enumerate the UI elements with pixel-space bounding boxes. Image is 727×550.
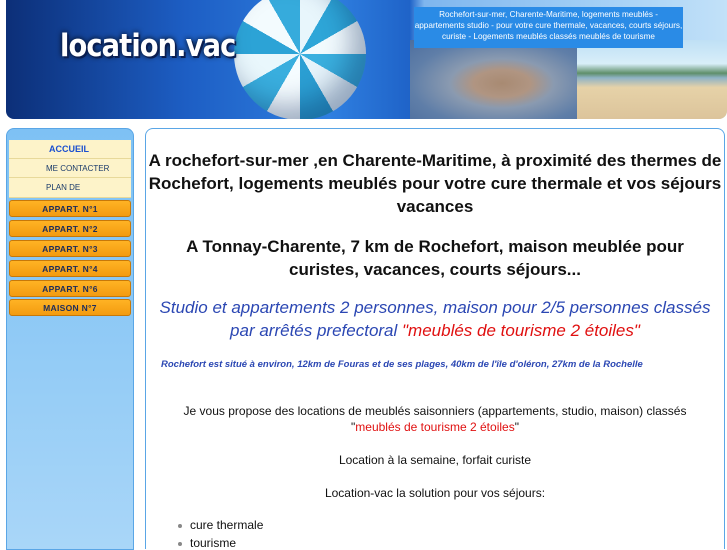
site-logo[interactable]: location.vac bbox=[60, 28, 236, 64]
location-info: Rochefort est situé à environ, 12km de Fouras et de ses plages, 40km de l'île d'oléron, 27km de la Rochelle bbox=[161, 359, 643, 370]
intro-text: Je vous propose des locations de meublés saisonniers (appartements, studio, maison) classés " bbox=[183, 404, 687, 434]
intro-end: " bbox=[514, 420, 519, 434]
list-item-text: tourisme bbox=[190, 536, 237, 549]
nav-appart-2[interactable]: APPART. N°2 bbox=[9, 220, 131, 237]
bullet-icon bbox=[178, 524, 182, 528]
weekly-rental-text: Location à la semaine, forfait curiste bbox=[338, 453, 532, 467]
nav-accueil[interactable]: ACCUEIL bbox=[9, 140, 131, 159]
nav-appart-4[interactable]: APPART. N°4 bbox=[9, 260, 131, 277]
nav-appart-3[interactable]: APPART. N°3 bbox=[9, 240, 131, 257]
classification-text: Studio et appartements 2 personnes, maison pour 2/5 personnes classés par arrêtés prefectoral bbox=[159, 298, 711, 340]
tonnay-heading: A Tonnay-Charente, 7 km de Rochefort, maison meublée pour curistes, vacances, courts séjours... bbox=[186, 237, 684, 279]
main-content bbox=[145, 128, 725, 549]
beach-ball-image bbox=[234, 0, 366, 119]
beach-photo bbox=[577, 40, 727, 119]
nav-me-contacter[interactable]: ME CONTACTER bbox=[9, 159, 131, 178]
header-banner bbox=[6, 0, 727, 119]
bullet-icon bbox=[178, 542, 182, 546]
classification-heading bbox=[146, 296, 724, 342]
list-item bbox=[178, 535, 236, 549]
nav-appart-1[interactable]: APPART. N°1 bbox=[9, 200, 131, 217]
list-item-text: cure thermale bbox=[190, 518, 264, 532]
nav-maison-7[interactable]: MAISON N°7 bbox=[9, 299, 131, 316]
page-heading: A rochefort-sur-mer ,en Charente-Maritime, à proximité des thermes de Rochefort, logements meublés pour votre cure thermale et vos séjours vacances bbox=[148, 151, 722, 216]
list-item bbox=[178, 517, 263, 533]
fort-boyard-photo bbox=[410, 40, 577, 119]
nav-appart-6[interactable]: APPART. N°6 bbox=[9, 280, 131, 297]
nav-plan-de[interactable]: PLAN DE bbox=[9, 178, 131, 198]
sidebar-nav bbox=[6, 128, 134, 550]
intro-paragraph bbox=[146, 403, 724, 435]
solution-text: Location-vac la solution pour vos séjours: bbox=[324, 486, 546, 500]
header-caption: Rochefort-sur-mer, Charente-Maritime, logements meublés - appartements studio - pour votre cure thermale, vacances, courts séjours, curiste - Logements meublés classés meublés de tourisme bbox=[414, 7, 683, 48]
intro-stars: meublés de tourisme 2 étoiles bbox=[355, 420, 515, 434]
classification-stars: "meublés de tourisme 2 étoiles" bbox=[402, 321, 640, 340]
